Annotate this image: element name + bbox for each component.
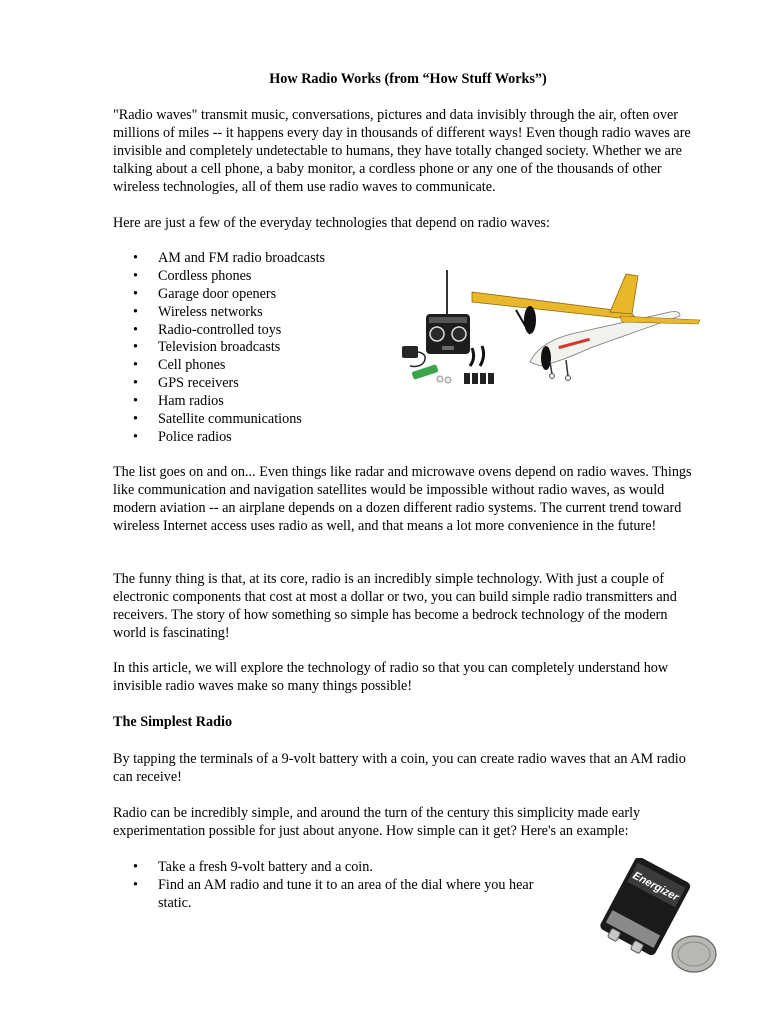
battery-brand-label: Energizer	[630, 869, 681, 904]
battery-and-coin-image	[598, 858, 720, 978]
section-heading: The Simplest Radio	[113, 714, 233, 730]
page-title: How Radio Works (from “How Stuff Works”)	[269, 71, 547, 87]
list-item: • Garage door openers	[113, 285, 325, 303]
simplicity-paragraph: The funny thing is that, at its core, radio is an incredibly simple technology. With just a couple of electronic components that cost at most a dollar or two, you can build simple radio transmitters and receivers. The story of how something so simple has become a bedrock technology of the modern world is fascinating!	[113, 571, 677, 641]
list-item: • Cordless phones	[113, 267, 325, 285]
list-item: • Radio-controlled toys	[113, 321, 325, 339]
list-item: • Take a fresh 9-volt battery and a coin.	[113, 858, 568, 876]
aa-batteries-icon	[464, 373, 494, 384]
experiment-intro-paragraph: Radio can be incredibly simple, and around the turn of the century this simplicity made early experimentation possible for just about anyone. How simple can it get? Here's an example:	[113, 805, 641, 839]
list-continuation-paragraph: The list goes on and on... Even things like radar and microwave ovens depend on radio waves. Things like communication and navigation satellites would be impossible without radio waves, as would modern aviation -- an airplane depends on a dozen different radio systems. The current trend toward wireless Internet access uses radio as well, and that means a lot more convenience in the future!	[113, 464, 692, 534]
list-item: • Police radios	[113, 428, 325, 446]
list-item: • Satellite communications	[113, 410, 325, 428]
technologies-list	[113, 249, 325, 446]
coin-icon	[672, 936, 716, 972]
rc-airplane-kit-image	[380, 262, 705, 390]
intro-paragraph: "Radio waves" transmit music, conversations, pictures and data invisibly through the air, often over millions of miles -- it happens every day in thousands of different ways! Even though radio waves are invisible and completely undetectable to humans, they have totally changed society. Whether we are talking about a cell phone, a baby monitor, a cordless phone or any one of the thousands of other wireless technologies, all of them use radio waves to communicate.	[113, 107, 691, 195]
airplane-icon	[472, 274, 700, 381]
technologies-intro: Here are just a few of the everyday technologies that depend on radio waves:	[113, 215, 550, 231]
list-item: • Ham radios	[113, 392, 325, 410]
charger-icon	[402, 346, 425, 367]
list-item: • GPS receivers	[113, 374, 325, 392]
rc-transmitter-icon	[426, 314, 470, 354]
list-item: • Television broadcasts	[113, 338, 325, 356]
list-item: • Find an AM radio and tune it to an area of the dial where you hear static.	[113, 876, 568, 912]
list-item: • AM and FM radio broadcasts	[113, 249, 325, 267]
list-item: • Wireless networks	[113, 303, 325, 321]
battery-coin-paragraph: By tapping the terminals of a 9-volt battery with a coin, you can create radio waves that an AM radio can receive!	[113, 751, 686, 785]
list-item: • Cell phones	[113, 356, 325, 374]
article-scope-paragraph: In this article, we will explore the technology of radio so that you can completely understand how invisible radio waves make so many things possible!	[113, 660, 669, 694]
steps-list	[113, 858, 568, 912]
